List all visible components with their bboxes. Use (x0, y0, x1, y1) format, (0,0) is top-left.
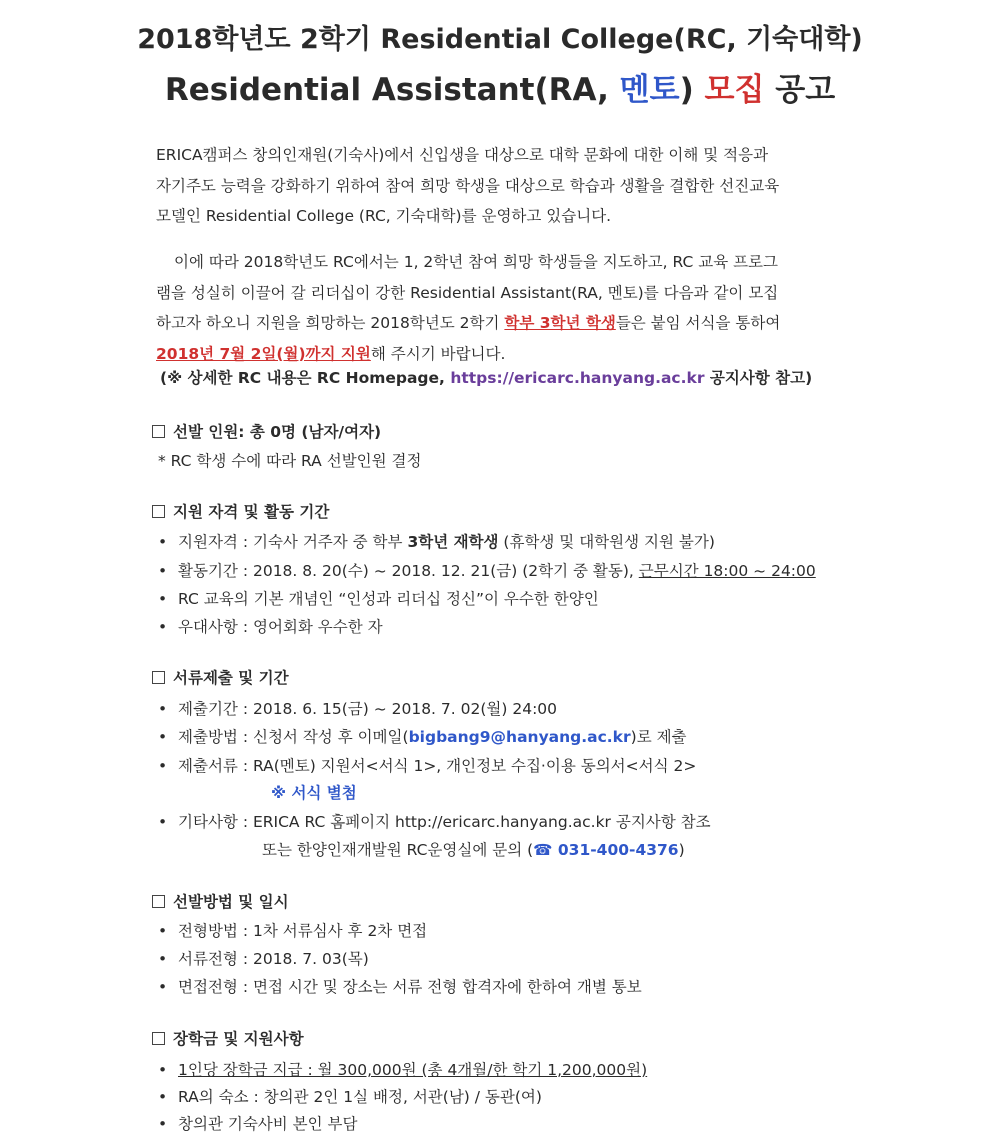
list-item: • 제출서류 : RA(멘토) 지원서<서식 1>, 개인정보 수집·이용 동의서<서식 2> (158, 757, 697, 775)
homepage-note: (※ 상세한 RC 내용은 RC Homepage, https://ericarc.hanyang.ac.kr 공지사항 참고) (160, 369, 813, 387)
list-item: • 기타사항 : ERICA RC 홈페이지 http://ericarc.hanyang.ac.kr 공지사항 참조 (158, 813, 711, 831)
list-item: • 지원자격 : 기숙사 거주자 중 학부 3학년 재학생 (휴학생 및 대학원생 지원 불가) (158, 533, 715, 551)
list-item: • 제출기간 : 2018. 6. 15(금) ~ 2018. 7. 02(월) 24:00 (158, 700, 558, 718)
list-item: • RA의 숙소 : 창의관 2인 1실 배정, 서관(남) / 동관(여) (158, 1088, 542, 1106)
list-item: • 전형방법 : 1차 서류심사 후 2차 면접 (158, 922, 428, 940)
checkbox-square-icon (152, 505, 165, 518)
homepage-link[interactable]: https://ericarc.hanyang.ac.kr (450, 369, 705, 387)
list-item: • 1인당 장학금 지급 : 월 300,000원 (총 4개월/한 학기 1,200,000원) (158, 1061, 648, 1079)
list-item: • 우대사항 : 영어회화 우수한 자 (158, 618, 383, 636)
deadline: 2018년 7월 2일(월)까지 지원 (156, 344, 371, 363)
attachment-note: ※ 서식 별첨 (271, 784, 357, 802)
checkbox-square-icon (152, 895, 165, 908)
phone-number: ☎ 031-400-4376 (533, 841, 679, 859)
list-item: • 창의관 기숙사비 본인 부담 (158, 1115, 358, 1133)
checkbox-square-icon (152, 425, 165, 438)
list-item: • 활동기간 : 2018. 8. 20(수) ~ 2018. 12. 21(금) (2학기 중 활동), 근무시간 18:00 ~ 24:00 (158, 562, 816, 580)
section-selection-count: 선발 인원: 총 0명 (남자/여자) (152, 420, 381, 442)
list-item: • 제출방법 : 신청서 작성 후 이메일(bigbang9@hanyang.ac.kr)로 제출 (158, 728, 687, 746)
list-item: • 서류전형 : 2018. 7. 03(목) (158, 950, 369, 968)
title-mento: 멘토 (619, 72, 680, 108)
title-mojip: 모집 (704, 72, 765, 108)
section-eligibility: 지원 자격 및 활동 기간 (152, 500, 329, 522)
checkbox-square-icon (152, 1032, 165, 1045)
section-selection-method: 선발방법 및 일시 (152, 890, 289, 912)
selection-count-note: * RC 학생 수에 따라 RA 선발인원 결정 (158, 452, 422, 470)
page-title-line2: Residential Assistant(RA, 멘토) 모집 공고 (164, 72, 836, 108)
section-scholarship: 장학금 및 지원사항 (152, 1027, 304, 1049)
section-documents: 서류제출 및 기간 (152, 666, 289, 688)
email-link[interactable]: bigbang9@hanyang.ac.kr (408, 728, 631, 746)
intro-paragraph: ERICA캠퍼스 창의인재원(기숙사)에서 신입생을 대상으로 대학 문화에 대한 이해 및 적응과 자기주도 능력을 강화하기 위하여 참여 희망 학생을 대상으로 학습과 생활을 결합한 선진교육 모델인 Residential College (RC, 기숙대학)를 운영하고 있습니다. (156, 146, 780, 225)
list-item: • RC 교육의 기본 개념인 “인성과 리더십 정신”이 우수한 한양인 (158, 590, 599, 608)
recruit-paragraph: 이에 따라 2018학년도 RC에서는 1, 2학년 참여 희망 학생들을 지도하고, RC 교육 프로그 램을 성실히 이끌어 갈 리더십이 강한 Residential Assistant(RA, 멘토)를 다음과 같이 모집 하고자 하오니 지원을 희망하는 2018학년도 2학기 학부 3학년 학생들은 붙임 서식을 통하여 2018년 7월 2일(월)까지 지원해 주시기 바랍니다. (156, 253, 781, 363)
page-title-line1: 2018학년도 2학기 Residential College(RC, 기숙대학) (137, 24, 863, 55)
list-item: • 면접전형 : 면접 시간 및 장소는 서류 전형 합격자에 한하여 개별 통보 (158, 978, 642, 996)
target-students: 학부 3학년 학생 (504, 314, 616, 332)
checkbox-square-icon (152, 671, 165, 684)
contact-line: 또는 한양인재개발원 RC운영실에 문의 (☎ 031-400-4376) (262, 841, 685, 859)
